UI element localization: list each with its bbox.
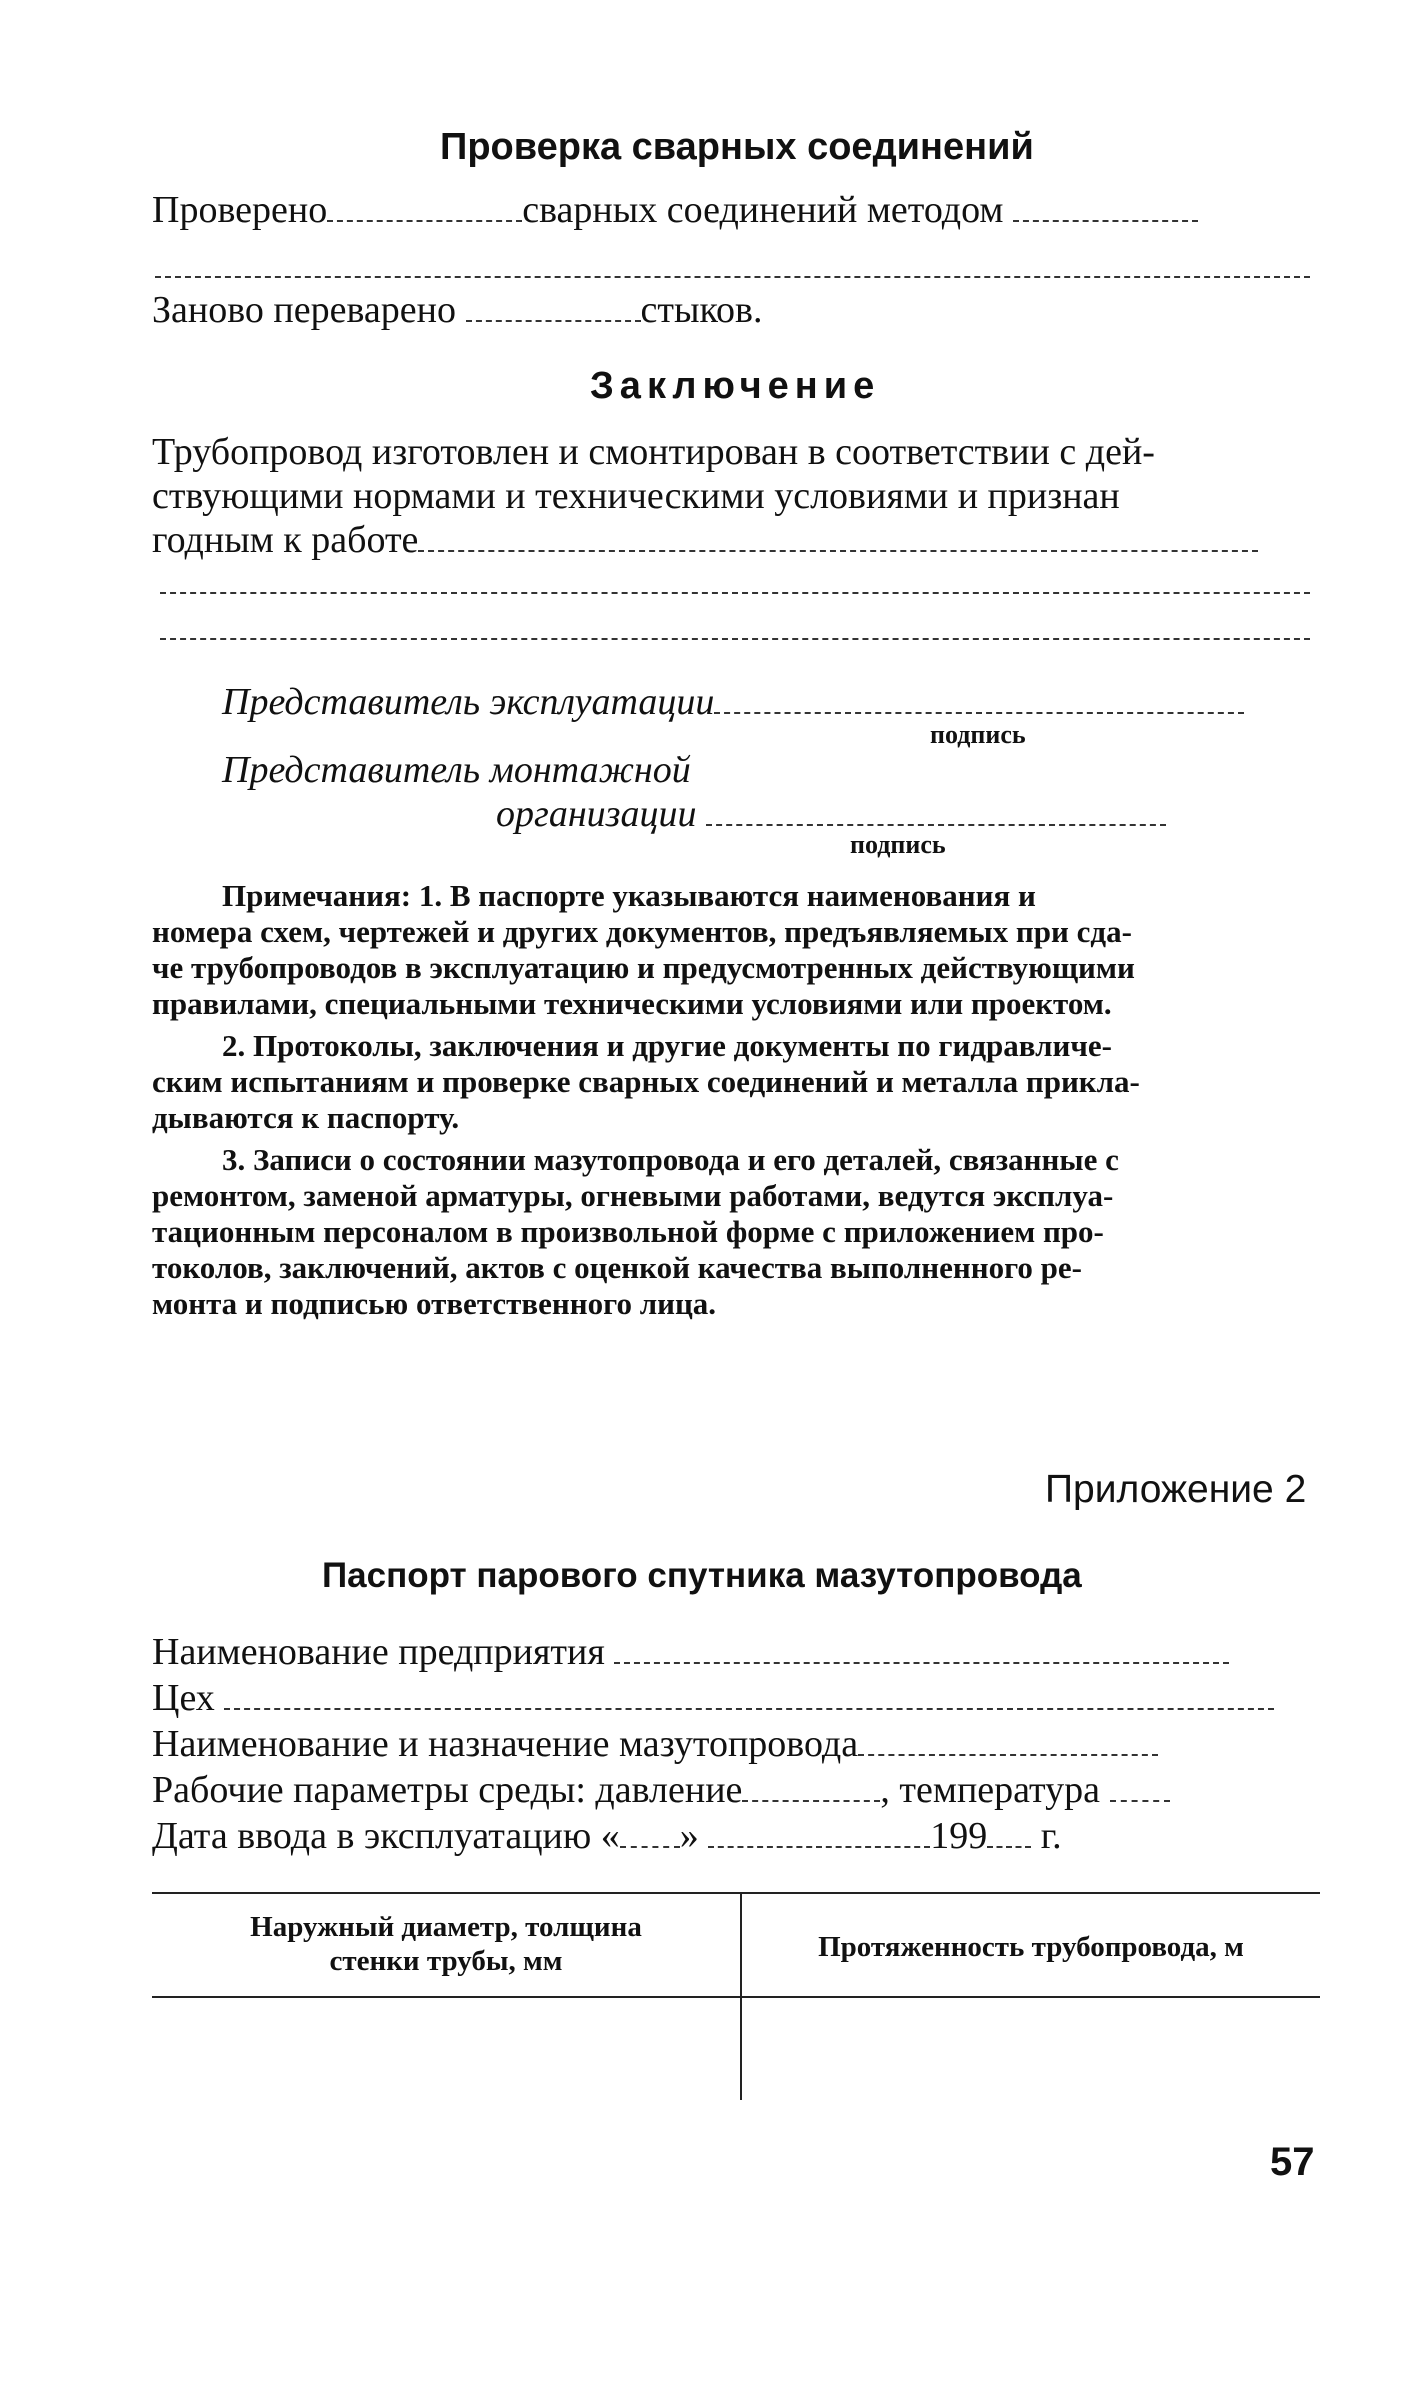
workshop-label: Цех bbox=[152, 1677, 215, 1719]
weld-method-field[interactable] bbox=[1013, 190, 1198, 222]
year-suffix: г. bbox=[1040, 1815, 1062, 1857]
weld-check-line-1 bbox=[152, 188, 1198, 232]
rewelded-label: Заново переварено bbox=[152, 289, 456, 331]
temperature-label: , температура bbox=[880, 1769, 1100, 1811]
note-1-line-3: че трубопроводов в эксплуатацию и предусмотренных действующими bbox=[152, 950, 1135, 985]
pipeline-name-label: Наименование и назначение мазутопровода bbox=[152, 1723, 859, 1765]
commissioning-date-label: Дата ввода в эксплуатацию « bbox=[152, 1815, 620, 1857]
enterprise-label: Наименование предприятия bbox=[152, 1631, 605, 1673]
section-title-weld-check: Проверка сварных соединений bbox=[440, 126, 1034, 168]
section-title-conclusion: Заключение bbox=[590, 365, 881, 407]
pipeline-name-line bbox=[152, 1722, 1158, 1766]
workshop-field[interactable] bbox=[224, 1678, 1274, 1710]
blank-line bbox=[160, 638, 1310, 640]
pipeline-name-field[interactable] bbox=[858, 1724, 1158, 1756]
note-3-line-4: токолов, заключений, актов с оценкой качества выполненного ре- bbox=[152, 1250, 1082, 1285]
month-field[interactable] bbox=[708, 1816, 930, 1848]
note-1-line-4: правилами, специальными техническими условиями или проектом. bbox=[152, 986, 1112, 1021]
conclusion-line-3 bbox=[152, 518, 1258, 562]
signature-caption-1: подпись bbox=[930, 720, 1026, 749]
operation-representative-line bbox=[222, 680, 1244, 724]
appendix-title: Паспорт парового спутника мазутопровода bbox=[322, 1556, 1082, 1595]
pressure-label: Рабочие параметры среды: давление bbox=[152, 1769, 743, 1811]
page-number: 57 bbox=[1270, 2140, 1315, 2184]
note-2-line-3: дываются к паспорту. bbox=[152, 1100, 460, 1135]
year-field[interactable] bbox=[987, 1816, 1031, 1848]
note-3-line-5: монта и подписью ответственного лица. bbox=[152, 1286, 717, 1321]
installation-representative-label-1: Представитель монтажной bbox=[222, 749, 691, 791]
workshop-line bbox=[152, 1676, 1274, 1720]
joints-label: стыков. bbox=[640, 289, 763, 331]
note-3-line-2: ремонтом, заменой арматуры, огневыми работами, ведутся эксплуа- bbox=[152, 1178, 1114, 1213]
conclusion-line-1: Трубопровод изготовлен и смонтирован в соответствии с дей- bbox=[152, 431, 1155, 473]
rewelded-count-field[interactable] bbox=[466, 290, 641, 322]
note-2-line-2: ским испытаниям и проверке сварных соединений и металла прикла- bbox=[152, 1064, 1140, 1099]
weld-method-label: сварных соединений методом bbox=[522, 189, 1004, 231]
note-1-line-2: номера схем, чертежей и других документов, предъявляемых при сда- bbox=[152, 914, 1132, 949]
blank-line bbox=[155, 276, 1310, 278]
pressure-field[interactable] bbox=[742, 1770, 880, 1802]
temperature-field[interactable] bbox=[1110, 1770, 1170, 1802]
note-1-line-1: Примечания: 1. В паспорте указываются наименования и bbox=[222, 878, 1036, 913]
table-top-border bbox=[152, 1892, 1320, 1894]
conclusion-line-2: ствующими нормами и техническими условиями и признан bbox=[152, 475, 1120, 517]
weld-checked-label: Проверено bbox=[152, 189, 328, 231]
appendix-label: Приложение 2 bbox=[1045, 1468, 1307, 1511]
installation-representative-label-2: организации bbox=[496, 793, 697, 835]
signature-caption-2: подпись bbox=[850, 830, 946, 859]
installation-signature-field[interactable] bbox=[706, 794, 1166, 826]
note-2-line-1: 2. Протоколы, заключения и другие документы по гидравличе- bbox=[222, 1028, 1112, 1063]
table-header-diameter-line-1: Наружный диаметр, толщина bbox=[250, 1911, 642, 1943]
table-header-border bbox=[152, 1996, 1320, 1998]
table-header-diameter bbox=[152, 1910, 740, 1978]
commissioning-date-line bbox=[152, 1814, 1062, 1858]
fit-for-work-label: годным к работе bbox=[152, 519, 419, 561]
enterprise-field[interactable] bbox=[614, 1632, 1229, 1664]
table-header-diameter-line-2: стенки трубы, мм bbox=[329, 1945, 563, 1977]
operation-signature-field[interactable] bbox=[714, 682, 1244, 714]
installation-representative-line bbox=[496, 792, 1166, 836]
parameters-line bbox=[152, 1768, 1170, 1812]
operation-representative-label: Представитель эксплуатации bbox=[222, 681, 715, 723]
note-3-line-1: 3. Записи о состоянии мазутопровода и его деталей, связанные с bbox=[222, 1142, 1119, 1177]
day-field[interactable] bbox=[620, 1816, 680, 1848]
weld-rewelded-line bbox=[152, 288, 762, 332]
weld-count-field[interactable] bbox=[327, 190, 522, 222]
table-header-length: Протяженность трубопровода, м bbox=[818, 1931, 1244, 1963]
date-quote-close: » bbox=[679, 1815, 699, 1857]
note-3-line-3: тационным персоналом в произвольной форме с приложением про- bbox=[152, 1214, 1104, 1249]
enterprise-line bbox=[152, 1630, 1229, 1674]
fit-for-work-field[interactable] bbox=[418, 520, 1258, 552]
year-prefix: 199 bbox=[930, 1815, 988, 1857]
blank-line bbox=[160, 592, 1310, 594]
